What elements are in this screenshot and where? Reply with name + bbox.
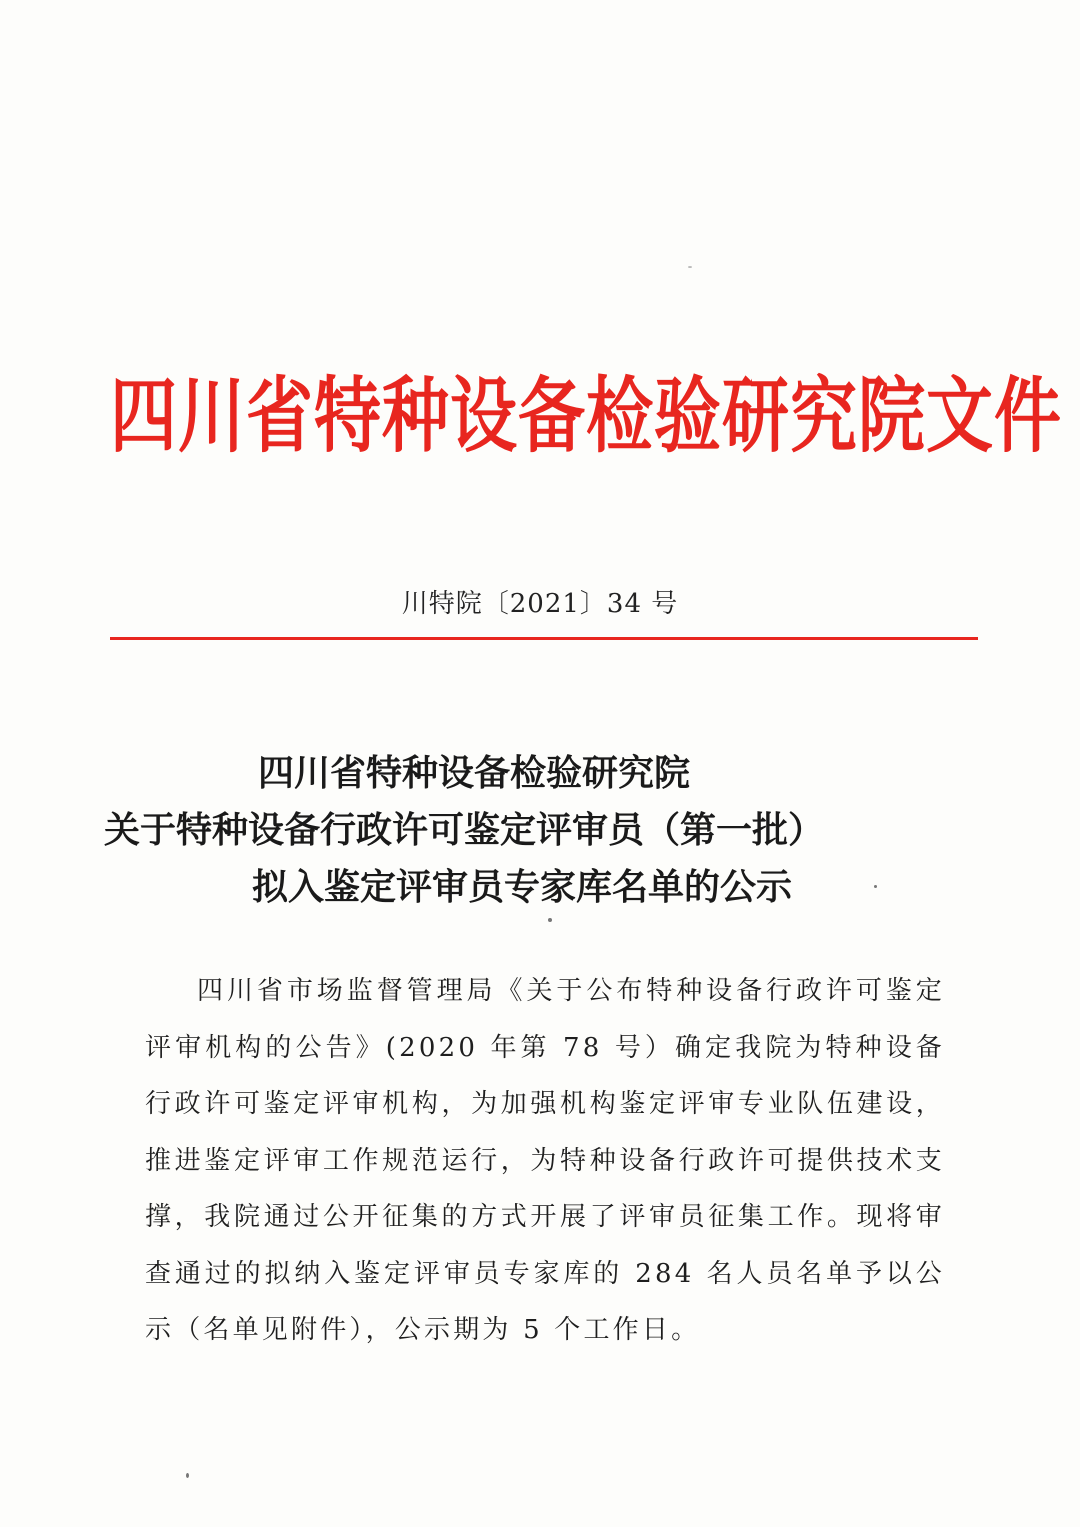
document-number: 川特院〔2021〕34 号 <box>401 589 679 619</box>
scan-speck <box>874 885 877 888</box>
scan-speck <box>186 1473 189 1478</box>
red-divider-line <box>110 637 978 640</box>
scan-speck <box>548 918 552 922</box>
masthead-title: 四川省特种设备检验研究院文件 <box>110 368 1062 464</box>
body-paragraph: 四川省市场监督管理局《关于公布特种设备行政许可鉴定评审机构的公告》(2020 年第 78 号）确定我院为特种设备行政许可鉴定评审机构，为加强机构鉴定评审专业队伍建设，推进鉴定评审工作规范运行，为特种设备行政许可提供技术支撑，我院通过公开征集的方式开展了评审员征集工作。现将审查通过的拟纳入鉴定评审员专家库的 284 名人员名单予以公示（名单见附件），公示期为 5 个工作日。 <box>145 976 945 1345</box>
notice-body <box>145 963 945 1359</box>
notice-title-line-2: 关于特种设备行政许可鉴定评审员（第一批） <box>104 810 825 851</box>
scan-speck <box>688 266 692 268</box>
notice-title-line-3: 拟入鉴定评审员专家库名单的公示 <box>251 867 792 908</box>
notice-title-line-1: 四川省特种设备检验研究院 <box>257 753 690 794</box>
